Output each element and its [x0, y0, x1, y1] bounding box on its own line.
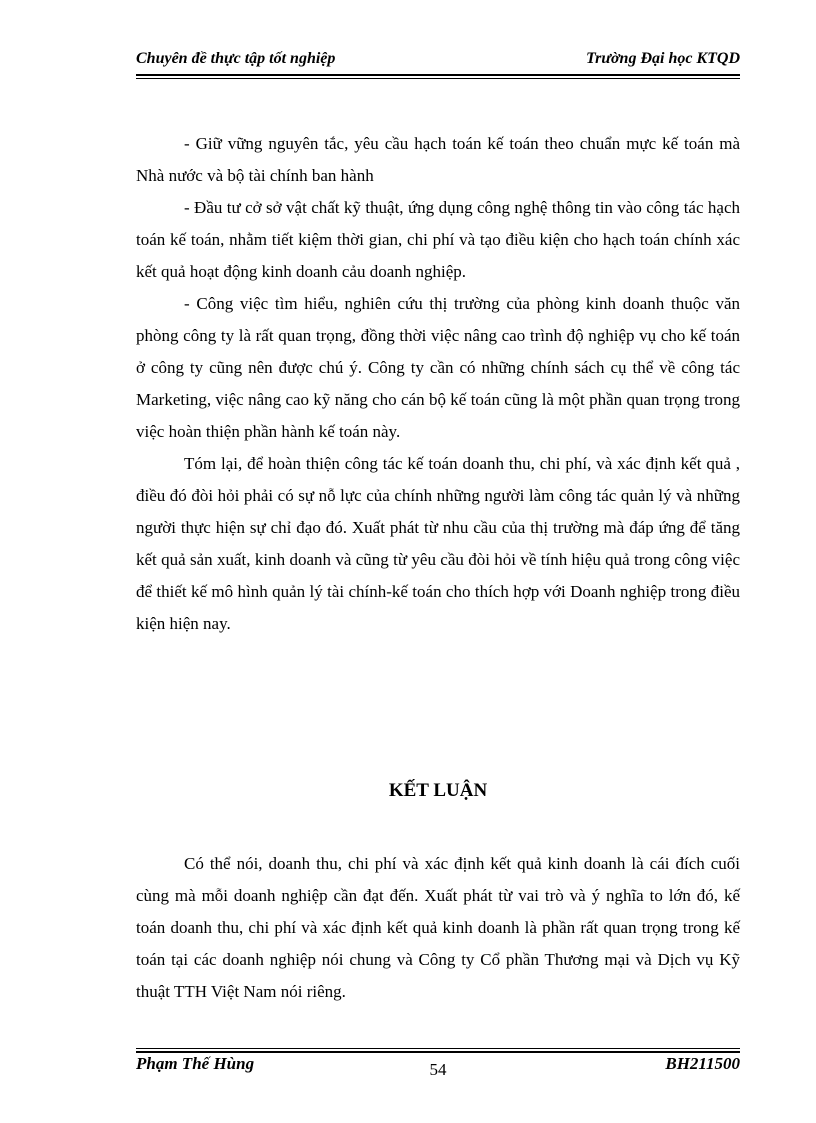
- body-text: [136, 128, 740, 640]
- footer-rule-thin: [136, 1048, 740, 1049]
- paragraph-accounting-standards: - Giữ vững nguyên tắc, yêu cầu hạch toán kế toán theo chuẩn mực kế toán mà Nhà nước và bộ tài chính ban hành: [136, 134, 740, 185]
- footer-author: Phạm Thế Hùng: [136, 1054, 255, 1073]
- page-number: 54: [429, 1060, 447, 1079]
- page-footer: [136, 1054, 740, 1082]
- paragraph-conclusion: Có thể nói, doanh thu, chi phí và xác định kết quả kinh doanh là cái đích cuối cùng mà mỗi doanh nghiệp cần đạt đến. Xuất phát từ vai trò và ý nghĩa to lớn đó, kế toán doanh thu, chi phí và xác định kết quả kinh doanh là phần rất quan trọng trong kế toán tại các doanh nghiệp nói chung và Công ty Cổ phần Thương mại và Dịch vụ Kỹ thuật TTH Việt Nam nói riêng.: [136, 854, 740, 1001]
- header-university: Trường Đại học KTQD: [585, 50, 740, 67]
- paragraph-market-research: - Công việc tìm hiểu, nghiên cứu thị trường của phòng kinh doanh thuộc văn phòng công ty là rất quan trọng, đồng thời việc nâng cao trình độ nghiệp vụ cho kế toán ở công ty cũng nên được chú ý. Công ty cần có những chính sách cụ thể về công tác Marketing, việc nâng cao kỹ năng cho cán bộ kế toán cũng là một phần quan trọng trong việc hoàn thiện phần hành kế toán này.: [136, 294, 740, 441]
- header-rule-thin: [136, 78, 740, 79]
- header-rule: [136, 74, 740, 76]
- section-heading: KẾT LUẬN: [388, 780, 488, 801]
- conclusion-section: [136, 848, 740, 1008]
- page-header: [136, 48, 740, 74]
- footer-rule: [136, 1051, 740, 1053]
- paragraph-it-investment: - Đầu tư cở sở vật chất kỹ thuật, ứng dụng công nghệ thông tin vào công tác hạch toán kế toán, nhằm tiết kiệm thời gian, chi phí và tạo điều kiện cho hạch toán chính xác kết quả hoạt động kinh doanh cảu doanh nghiệp.: [136, 198, 740, 281]
- footer-student-code: BH211500: [665, 1054, 740, 1073]
- header-report-title: Chuyên đề thực tập tốt nghiệp: [136, 50, 336, 67]
- paragraph-summary: Tóm lại, để hoàn thiện công tác kế toán doanh thu, chi phí, và xác định kết quả , điều đó đòi hỏi phải có sự nỗ lực của chính những người làm công tác quản lý và những người thực hiện sự chỉ đạo đó. Xuất phát từ nhu cầu của thị trường mà đáp ứng để tăng kết quả sản xuất, kinh doanh và cũng từ yêu cầu đòi hỏi về tính hiệu quả trong công việc để thiết kế mô hình quản lý tài chính-kế toán cho thích hợp với Doanh nghiệp trong điều kiện hiện nay.: [136, 454, 740, 633]
